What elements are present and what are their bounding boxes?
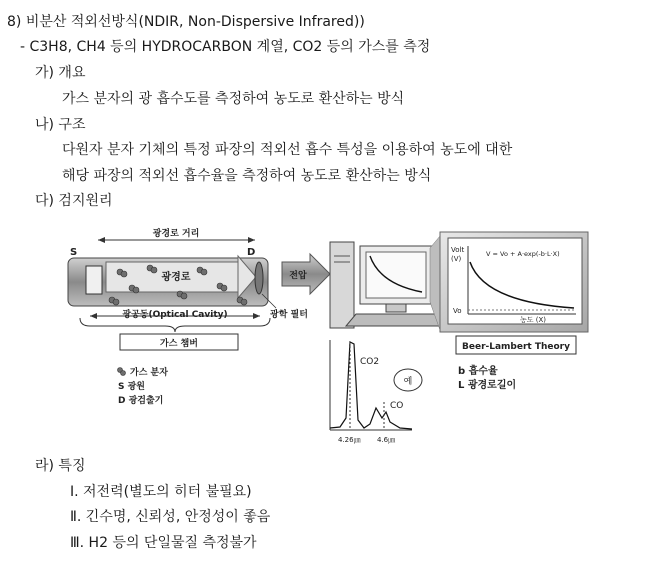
spectrum-peak1-label: 4.26㎛ [338, 436, 361, 444]
source-housing [86, 266, 102, 294]
spectrum-co-label: CO [390, 401, 404, 411]
structure-body-line2: 해당 파장의 적외선 흡수율을 측정하여 농도로 환산하는 방식 [62, 168, 432, 184]
spectrum-peak2-label: 4.6㎛ [377, 436, 396, 444]
graph-x-label: 농도 (X) [520, 316, 547, 324]
section-heading: 8) 비분산 적외선방식(NDIR, Non-Dispersive Infrared)) [7, 14, 365, 30]
path-length-arrow-right [248, 237, 255, 243]
feature-item-3: Ⅲ. H2 등의 단일물질 측정불가 [70, 535, 257, 551]
graph-y-unit: (V) [451, 255, 462, 263]
legend-gas-molecule: 가스 분자 [130, 368, 168, 378]
legend-source: S 광원 [118, 382, 146, 392]
molecule-legend-icon [118, 368, 126, 376]
overview-body: 가스 분자의 광 흡수도를 측정하여 농도로 환산하는 방식 [62, 91, 405, 107]
path-length-label: 광경로 거리 [152, 229, 200, 239]
cavity-arrow-left [90, 313, 97, 319]
cavity-arrow-right [253, 313, 260, 319]
source-marker: S [70, 247, 78, 258]
detector-marker: D [247, 247, 256, 258]
graph-equation: V = Vo + A·exp(-b·L·X) [486, 250, 560, 258]
feature-item-2: Ⅱ. 긴수명, 신뢰성, 안정성이 좋음 [70, 509, 271, 525]
ndir-principle-diagram [60, 222, 600, 447]
overview-title: 가) 개요 [35, 65, 86, 81]
optical-filter-icon [255, 262, 263, 294]
path-length-arrow-left [98, 237, 105, 243]
features-title: 라) 특징 [35, 458, 86, 474]
computer-icon [330, 242, 446, 328]
chamber-brace [80, 318, 270, 332]
transfer-label: 전압 [289, 271, 307, 281]
target-gases-line: - C3H8, CH4 등의 HYDROCARBON 계열, CO2 등의 가스를 측정 [20, 39, 431, 55]
cavity-label: 광공동(Optical Cavity) [122, 310, 228, 320]
beam-label: 광경로 [161, 272, 191, 283]
graph-vo-label: Vo [453, 307, 462, 315]
principle-title: 다) 검지원리 [35, 193, 113, 209]
theory-label: Beer-Lambert Theory [462, 342, 570, 352]
chamber-label: 가스 챔버 [160, 339, 198, 349]
structure-body-line1: 다원자 분자 기체의 특정 파장의 적외선 흡수 특성을 이용하여 농도에 대한 [62, 142, 513, 158]
feature-item-1: Ⅰ. 저전력(별도의 히터 불필요) [70, 484, 252, 500]
variable-b: b 흡수율 [458, 366, 498, 377]
spectrum-co2-label: CO2 [360, 357, 380, 367]
graph-y-label: Volt [451, 246, 465, 254]
structure-title: 나) 구조 [35, 117, 86, 133]
variable-L: L 광경로길이 [458, 380, 517, 391]
spectrum-example-label: 예 [403, 377, 413, 387]
filter-label: 광학 필터 [270, 310, 308, 320]
legend-detector: D 광검출기 [118, 396, 164, 406]
